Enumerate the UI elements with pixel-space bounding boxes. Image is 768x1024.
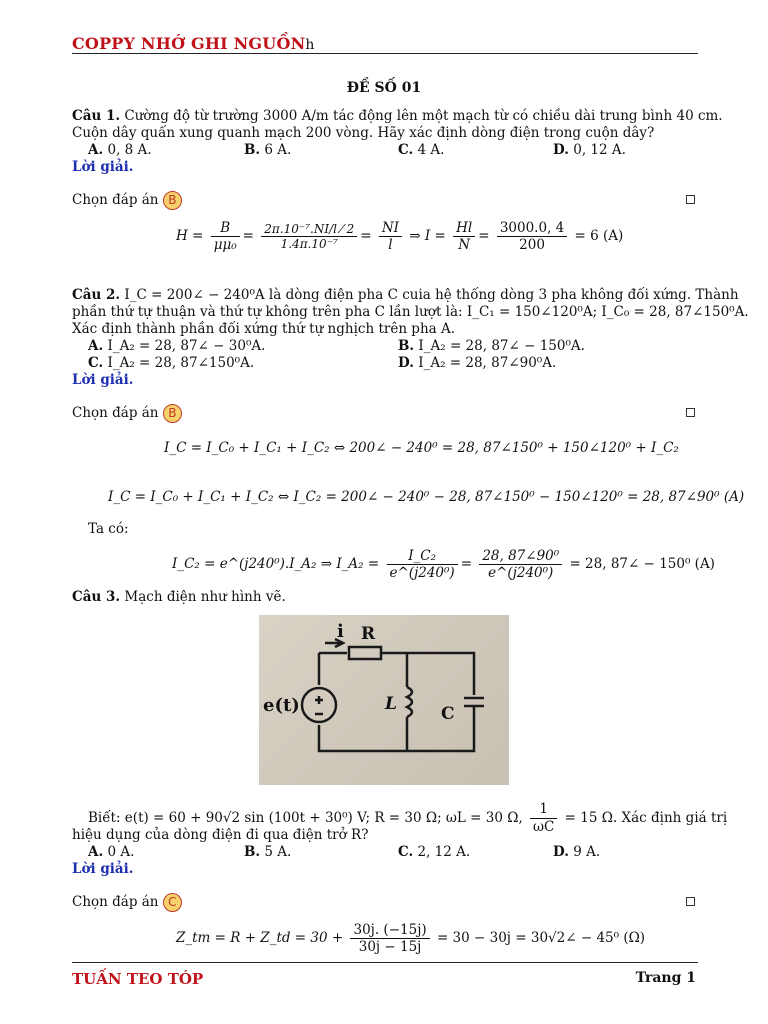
q1-choose: Chọn đáp án B	[72, 191, 182, 210]
q2-option-a: A. I_A₂ = 28, 87∠ − 30⁰A.	[88, 338, 266, 354]
label-l: L	[385, 694, 397, 714]
q1-answer-badge: B	[163, 191, 182, 210]
q2-equation-2: I_C = I_C₀ + I_C₁ + I_C₂ ⇔ I_C₂ = 200∠ − 240⁰ − 28, 87∠150⁰ − 150∠120⁰ = 28, 87∠90⁰ (A)	[108, 489, 745, 505]
q1-option-b: B. 6 A.	[244, 142, 292, 158]
footer-rule	[72, 962, 698, 963]
q3-equation: Z_tm = R + Z_td = 30 + $\frac{30j. (-15j)}{30j - 15j}$ = 30 − 30j = 30√2∠ − 45⁰ (Ω)	[176, 922, 646, 955]
q3-line1	[72, 589, 286, 606]
q2-text1: I_C = 200∠ − 240⁰A là dòng điện pha C cuia hệ thống dòng 3 pha không đối xứng. Thành	[124, 287, 739, 303]
q3-option-b: B. 5 A.	[244, 844, 292, 860]
q3-label: Câu 3.	[72, 589, 121, 605]
q1-option-c: C. 4 A.	[398, 142, 445, 158]
doc-title: ĐỀ SỐ 01	[346, 80, 422, 96]
q1-option-d: D. 0, 12 A.	[553, 142, 626, 158]
q3-option-a: A. 0 A.	[88, 844, 135, 860]
page-number: Trang 1	[635, 970, 696, 986]
q2-answer-badge: B	[163, 404, 182, 423]
inductor	[407, 687, 412, 717]
label-r: R	[361, 624, 376, 644]
q3-choose: Chọn đáp án C	[72, 893, 182, 912]
q2-label: Câu 2.	[72, 287, 121, 303]
q3-option-d: D. 9 A.	[553, 844, 601, 860]
capacitor	[464, 698, 484, 706]
q2-option-c: C. I_A₂ = 28, 87∠150⁰A.	[88, 355, 255, 371]
header-mark: h	[305, 37, 315, 53]
q3-option-c: C. 2, 12 A.	[398, 844, 471, 860]
voltage-source	[302, 688, 336, 722]
label-source: e(t)	[263, 695, 300, 716]
q1-label: Câu 1.	[72, 108, 121, 124]
q1-text2: Cuộn dây quấn xung quanh mạch 200 vòng. Hãy xác định dòng điện trong cuộn dây?	[72, 125, 655, 141]
source-polarity	[315, 696, 323, 714]
footer-author: TUẤN TEO TÓP	[72, 970, 204, 988]
q1-option-a: A. 0, 8 A.	[88, 142, 152, 158]
wire-top-right	[381, 653, 474, 695]
q2-ta-co: Ta có:	[88, 521, 129, 537]
q2-option-b: B. I_A₂ = 28, 87∠ − 150⁰A.	[398, 338, 585, 354]
q1-text1: Cường độ từ trường 3000 A/m tác động lên một mạch từ có chiều dài trung bình 40 cm.	[124, 108, 723, 124]
q2-choose: Chọn đáp án B	[72, 404, 182, 423]
q1-solution-label: Lời giải.	[72, 159, 134, 175]
circuit-diagram	[259, 615, 509, 785]
circuit-figure	[259, 615, 509, 785]
q1-line1	[72, 108, 723, 125]
label-current: i	[337, 621, 344, 642]
q2-solution-label: Lời giải.	[72, 372, 134, 388]
q3-answer-badge: C	[163, 893, 182, 912]
label-c: C	[441, 704, 455, 724]
q2-text2: phần thứ tự thuận và thứ tự không trên pha C lần lượt là: I_C₁ = 150∠120⁰A; I_C₀ = 28, 87∠150⁰A.	[72, 304, 749, 320]
header-title: COPPY NHỚ GHI NGUỒNh	[72, 34, 315, 53]
q3-qed-box	[686, 897, 695, 906]
q2-line1	[72, 287, 739, 304]
header-rule	[72, 53, 698, 54]
q3-given: Biết: e(t) = 60 + 90√2 sin (100t + 30⁰) V; R = 30 Ω; ωL = 30 Ω, $\frac{1}{\omega C}$ = 15 Ω. Xác định giá trị	[88, 801, 728, 835]
q2-equation-3: I_C₂ = e^(j240⁰).I_A₂ ⇒ I_A₂ = $\frac{\text{I\_C₂}}{\text{e\textasciicircum{}(j240⁰)}}$ = $\frac{\text{28, 87∠90⁰}}{\text{e\textasciicircum{}(j240⁰)}}$ = 28, 87∠ − 150⁰ (A)	[172, 548, 715, 581]
q3-text: Mạch điện như hình vẽ.	[124, 589, 286, 605]
q2-equation-1: I_C = I_C₀ + I_C₁ + I_C₂ ⇔ 200∠ − 240⁰ = 28, 87∠150⁰ + 150∠120⁰ + I_C₂	[164, 440, 679, 456]
q2-option-d: D. I_A₂ = 28, 87∠90⁰A.	[398, 355, 557, 371]
q2-qed-box	[686, 408, 695, 417]
q1-equation: H = $\frac{B}{\text{μμ₀}}$ = $\frac{\text{2π.10⁻⁷.NI/l ⁄ 2}}{\text{1.4π.10⁻⁷}}$ = $\frac{NI}{l}$ ⇒ I = $\frac{Hl}{N}$ = $\frac{3000.0, 4}{200}$ = 6 (A)	[176, 220, 624, 253]
q3-text2: hiệu dụng của dòng điện đi qua điện trở R?	[72, 827, 369, 843]
q3-solution-label: Lời giải.	[72, 861, 134, 877]
q2-text3: Xác định thành phần đối xứng thứ tự nghịch trên pha A.	[72, 321, 456, 337]
q1-qed-box	[686, 195, 695, 204]
resistor	[349, 647, 381, 659]
